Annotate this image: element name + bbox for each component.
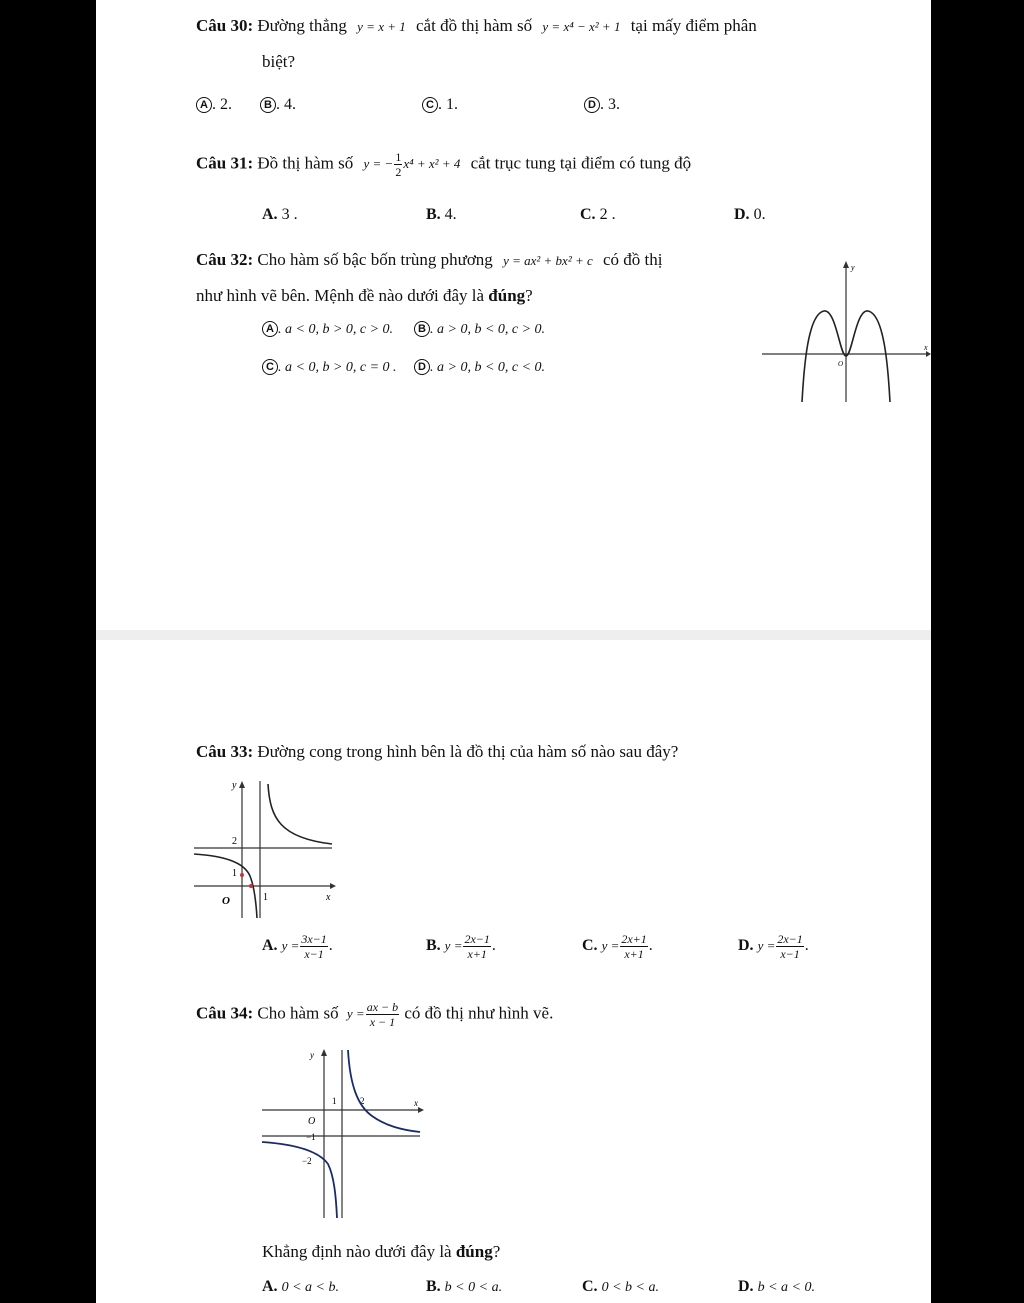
y-axis-arrow (321, 1049, 327, 1056)
x-axis-label: x (414, 1098, 418, 1108)
option-letter: C. (582, 937, 598, 955)
fraction-denominator: 2 (395, 165, 402, 179)
question-33-label: Câu 33: (196, 742, 254, 761)
question-32-line-1 (196, 250, 663, 270)
question-34-option-d[interactable] (738, 1278, 815, 1296)
option-value: . 4. (276, 96, 296, 113)
option-letter: A. (262, 206, 278, 223)
y-axis-label: y (851, 263, 855, 272)
question-33-text: Đường cong trong hình bên là đồ thị của hàm số nào sau đây? (257, 742, 679, 761)
option-fraction (776, 932, 803, 961)
question-30-option-c[interactable] (422, 96, 458, 114)
question-32-question-mark: ? (525, 286, 533, 305)
question-33-line-1 (196, 742, 678, 762)
x-axis-arrow (330, 883, 336, 889)
question-34-claim (262, 1242, 500, 1262)
curve-left-branch (262, 1142, 337, 1218)
question-30-label: Câu 30: (196, 16, 254, 35)
y-tick-minus-1: −1 (306, 1132, 316, 1142)
option-letter: B. (426, 1278, 441, 1295)
question-32-text-a: Cho hàm số bậc bốn trùng phương (257, 250, 493, 269)
question-31-text-b: cắt trục tung tại điểm có tung độ (470, 153, 692, 173)
question-32-label: Câu 32: (196, 250, 254, 269)
option-value: b < 0 < a. (444, 1280, 503, 1295)
question-32-line-2 (196, 286, 533, 306)
question-34-graph (262, 1046, 424, 1218)
option-value: . 1. (438, 96, 458, 113)
option-letter: C. (580, 206, 596, 223)
question-34-claim-text: Khẳng định nào dưới đây là (262, 1242, 452, 1261)
question-30-text-c: tại mấy điểm phân (630, 16, 757, 35)
question-30-line-1 (196, 16, 757, 36)
option-value: 2 . (599, 206, 616, 223)
question-33-option-a[interactable]: A. y = $\frac{3x-1}{x-1}$ . (262, 932, 333, 961)
question-30-option-b[interactable] (260, 96, 296, 114)
question-33-option-b[interactable]: B. y = $\frac{2x-1}{x+1}$ . (426, 932, 496, 961)
question-33-option-d[interactable]: D. y = $\frac{2x-1}{x-1}$ . (738, 932, 809, 961)
fraction-numerator: 1 (395, 150, 402, 164)
y-tick-minus-2: −2 (302, 1156, 312, 1166)
option-letter: B. (426, 937, 441, 955)
option-letter: C. (582, 1278, 598, 1295)
question-30-line-2: biệt? (262, 52, 296, 71)
option-letter: A (196, 97, 212, 113)
question-34-y-equals: y = (346, 1006, 365, 1022)
fraction-numerator: 2x−1 (777, 932, 803, 946)
question-31-label: Câu 31: (196, 153, 254, 173)
question-31-option-b[interactable] (426, 206, 457, 224)
option-y-equals: y = (757, 938, 776, 954)
y-axis-arrow (239, 781, 245, 788)
question-32-equation: y = ax² + bx² + c (503, 253, 593, 268)
option-value: b < a < 0. (757, 1280, 815, 1295)
page-separator (96, 630, 931, 640)
x-tick-1: 1 (263, 892, 268, 903)
question-33-option-c[interactable]: C. y = $\frac{2x+1}{x+1}$ . (582, 932, 653, 961)
y-axis-label: y (310, 1050, 314, 1060)
option-value: . a < 0, b > 0, c = 0 . (278, 360, 397, 375)
question-32-option-d[interactable] (414, 358, 545, 376)
fraction-denominator: x−1 (780, 947, 800, 961)
question-34-option-a[interactable] (262, 1278, 339, 1296)
option-value: 0. (753, 206, 766, 223)
question-32-graph (760, 256, 931, 402)
y-axis-arrow (843, 261, 849, 268)
question-32-emphasis: đúng (488, 286, 526, 305)
option-letter: D. (734, 206, 750, 223)
question-31-option-a[interactable] (262, 206, 298, 224)
question-34-text-b: có đồ thị như hình vẽ. (404, 1003, 554, 1023)
question-34-fraction (366, 1000, 399, 1029)
question-32-text-c: như hình vẽ bên. Mệnh đề nào dưới đây là (196, 286, 485, 305)
option-value: 4. (444, 206, 457, 223)
question-30-text-a: Đường thẳng (257, 16, 347, 35)
question-31-option-d[interactable] (734, 206, 766, 224)
fraction-denominator: x−1 (304, 947, 324, 961)
fraction-numerator: 2x−1 (464, 932, 490, 946)
option-fraction (300, 932, 327, 961)
curve-right-branch (348, 1050, 420, 1132)
origin-label: O (308, 1116, 316, 1127)
origin-label: O (222, 895, 230, 907)
fraction-denominator: x+1 (467, 947, 487, 961)
option-fraction (620, 932, 647, 961)
question-34-option-b[interactable] (426, 1278, 502, 1296)
curve-right-branch (268, 784, 332, 844)
option-letter: D (414, 359, 430, 375)
option-y-equals: y = (281, 938, 300, 954)
option-value: . 2. (212, 96, 232, 113)
option-letter: B. (426, 206, 441, 223)
x-tick-2: 2 (360, 1096, 365, 1106)
x-intercept-point (249, 884, 253, 888)
option-letter: A. (262, 937, 278, 955)
x-tick-1: 1 (332, 1096, 337, 1106)
x-axis-label: x (924, 343, 928, 352)
question-32-option-a[interactable] (262, 320, 393, 338)
question-31-eq-pre: y = − (363, 156, 394, 172)
question-32-text-b: có đồ thị (603, 250, 663, 269)
question-34-emphasis: đúng (455, 1242, 493, 1261)
question-34-line-1 (196, 1000, 553, 1029)
option-letter: A (262, 321, 278, 337)
worksheet-page-1 (96, 0, 931, 630)
x-axis-label: x (326, 892, 331, 903)
fraction-numerator: ax − b (366, 1000, 399, 1014)
question-30-option-d[interactable] (584, 96, 620, 114)
option-y-equals: y = (601, 938, 620, 954)
question-30-line-equation: y = x + 1 (357, 19, 406, 34)
question-31-option-c[interactable] (580, 206, 616, 224)
question-31-text-a: Đồ thị hàm số (257, 153, 354, 173)
question-30-text-b: cắt đồ thị hàm số (416, 16, 533, 35)
option-y-equals: y = (444, 938, 463, 954)
y-tick-2: 2 (232, 836, 237, 847)
question-33-graph (194, 776, 338, 918)
option-value: 3 . (281, 206, 298, 223)
option-letter: D. (738, 937, 754, 955)
fraction-numerator: 3x−1 (301, 932, 327, 946)
x-axis-arrow (418, 1107, 424, 1113)
option-value: . a < 0, b > 0, c > 0. (278, 322, 394, 337)
option-value: 0 < a < b. (281, 1280, 339, 1295)
option-letter: C (422, 97, 438, 113)
option-letter: C (262, 359, 278, 375)
question-34-label: Câu 34: (196, 1003, 254, 1023)
question-34-option-c[interactable] (582, 1278, 659, 1296)
option-value: . a > 0, b < 0, c > 0. (430, 322, 546, 337)
fraction-denominator: x+1 (624, 947, 644, 961)
option-value: . 3. (600, 96, 620, 113)
question-34-text-a: Cho hàm số (257, 1003, 339, 1023)
option-letter: B (260, 97, 276, 113)
question-31-fraction (394, 150, 402, 179)
question-31-line-1 (196, 150, 691, 179)
question-32-option-c[interactable] (262, 358, 397, 376)
option-value: 0 < b < a. (601, 1280, 659, 1295)
y-tick-1: 1 (232, 868, 237, 879)
question-31-eq-post: x⁴ + x² + 4 (403, 156, 461, 172)
option-letter: D. (738, 1278, 754, 1295)
worksheet-page-2 (96, 640, 931, 1303)
option-fraction (463, 932, 490, 961)
question-30-option-a[interactable] (196, 96, 232, 114)
fraction-denominator: x − 1 (369, 1015, 396, 1029)
question-32-option-b[interactable] (414, 320, 545, 338)
question-30-curve-equation: y = x⁴ − x² + 1 (542, 19, 621, 34)
option-letter: A. (262, 1278, 278, 1295)
origin-label: O (838, 360, 844, 368)
option-letter: B (414, 321, 430, 337)
y-axis-label: y (232, 780, 237, 791)
question-34-question-mark: ? (492, 1242, 501, 1261)
option-value: . a > 0, b < 0, c < 0. (430, 360, 546, 375)
y-intercept-point (240, 873, 244, 877)
option-letter: D (584, 97, 600, 113)
fraction-numerator: 2x+1 (621, 932, 647, 946)
